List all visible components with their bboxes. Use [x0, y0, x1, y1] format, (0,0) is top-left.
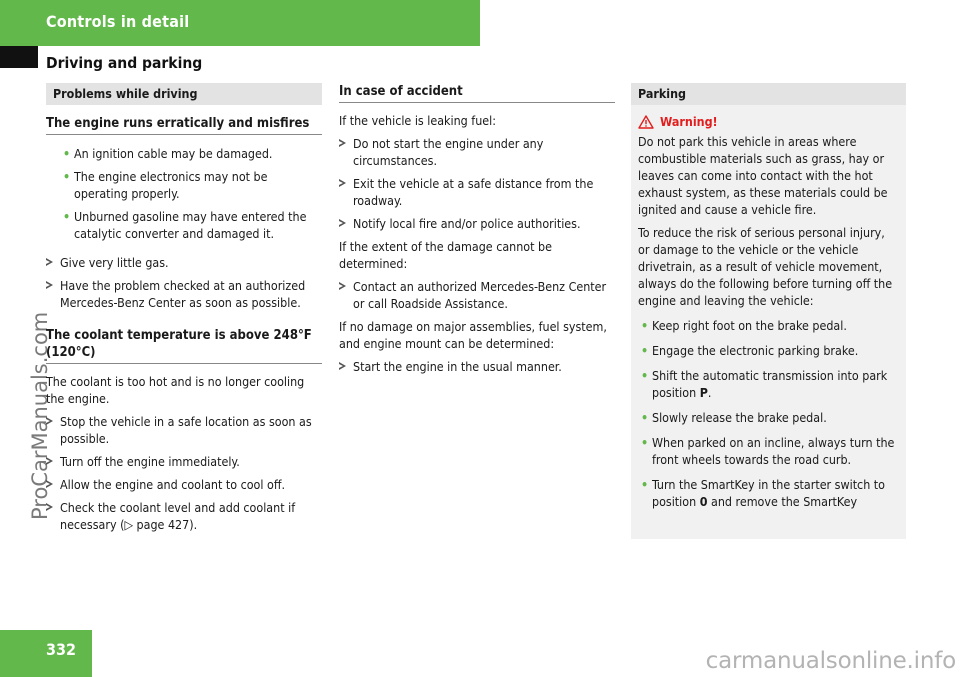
arrow-icon — [46, 480, 53, 488]
parking-warning-text: Do not park this vehicle in areas where combustible materials such as grass, hay or leaves can come into contact with the hot exhaust system, as these materials could be ignited and cause a vehicle fire. — [638, 134, 888, 217]
step-item: Stop the vehicle in a safe location as soon as possible. — [46, 413, 322, 447]
list-item: • Keep right foot on the brake pedal. — [641, 318, 847, 333]
list-item: • Slowly release the brake pedal. — [641, 410, 827, 425]
column-problems-while-driving — [46, 83, 322, 533]
step-item: Give very little gas. — [46, 254, 322, 271]
bullet-icon: • — [641, 318, 649, 333]
arrow-icon — [339, 282, 346, 290]
parking-heading: Parking — [631, 83, 906, 105]
bullet-icon: • — [641, 368, 649, 383]
step-item: Do not start the engine under any circumstances. — [339, 135, 615, 169]
section-tab-marker — [0, 46, 38, 68]
warning-title: Warning! — [638, 113, 899, 130]
step-item: Have the problem checked at an authorized Mercedes-Benz Center as soon as possible. — [46, 277, 322, 311]
step-item: Contact an authorized Mercedes-Benz Center or call Roadside Assistance. — [339, 278, 615, 312]
parking-procedure-intro: To reduce the risk of serious personal injury, or damage to the vehicle or the vehicle drivetrain, as a result of vehicle movement, always do the following before turning off the engine and leaving the vehicle: — [638, 225, 893, 308]
arrow-icon — [46, 281, 53, 289]
step-item: Check the coolant level and add coolant if necessary (▷ page 427). — [46, 499, 322, 533]
problems-heading: Problems while driving — [46, 83, 322, 105]
step-item: Allow the engine and coolant to cool off. — [46, 476, 322, 493]
arrow-icon — [46, 457, 53, 465]
list-item: • Unburned gasoline may have entered the catalytic converter and damaged it. — [63, 209, 307, 241]
arrow-icon — [46, 417, 53, 425]
footer-watermark: carmanualsonline.info — [705, 648, 956, 674]
column-parking — [631, 83, 906, 539]
coolant-section-title: The coolant temperature is above 248°F (120°C) — [46, 327, 322, 364]
bullet-icon: • — [63, 146, 71, 161]
list-item: • Engage the electronic parking brake. — [641, 343, 859, 358]
column-accident — [339, 83, 615, 375]
bullet-icon: • — [63, 169, 71, 184]
list-item: • When parked on an incline, always turn the front wheels towards the road curb. — [641, 435, 895, 467]
page-number-box — [0, 630, 92, 677]
list-item: • Shift the automatic transmission into park position P. — [641, 368, 888, 400]
accident-intro: If the vehicle is leaking fuel: — [339, 113, 497, 128]
list-item: • An ignition cable may be damaged. — [63, 146, 273, 161]
arrow-icon — [46, 503, 53, 511]
step-item: Turn off the engine immediately. — [46, 453, 322, 470]
section-title: Controls in detail — [46, 12, 190, 31]
parking-warning-box — [631, 105, 906, 539]
subsection-title: Driving and parking — [46, 54, 203, 72]
damage-undetermined-text: If the extent of the damage cannot be determined: — [339, 239, 552, 271]
page-number: 332 — [46, 640, 77, 659]
bullet-icon: • — [641, 343, 649, 358]
misfire-section-title: The engine runs erratically and misfires — [46, 115, 322, 135]
page-reference-link[interactable]: ▷ page 427 — [124, 517, 190, 532]
list-item: • Turn the SmartKey in the starter switch to position 0 and remove the SmartKey — [641, 477, 885, 509]
list-item: • The engine electronics may not be operating properly. — [63, 169, 268, 201]
arrow-icon — [339, 219, 346, 227]
accident-section-title: In case of accident — [339, 83, 615, 103]
warning-triangle-icon — [638, 115, 654, 129]
side-watermark: ProCarManuals.com — [28, 311, 52, 520]
arrow-icon — [46, 258, 53, 266]
step-item: Exit the vehicle at a safe distance from the roadway. — [339, 175, 615, 209]
arrow-icon — [339, 179, 346, 187]
bullet-icon: • — [641, 410, 649, 425]
step-item: Start the engine in the usual manner. — [339, 358, 615, 375]
step-item: Notify local fire and/or police authorities. — [339, 215, 615, 232]
arrow-icon — [339, 139, 346, 147]
section-header-band — [0, 0, 480, 46]
bullet-icon: • — [641, 477, 649, 492]
no-damage-text: If no damage on major assemblies, fuel system, and engine mount can be determined: — [339, 319, 607, 351]
bullet-icon: • — [641, 435, 649, 450]
coolant-text: The coolant is too hot and is no longer cooling the engine. — [46, 374, 305, 406]
arrow-icon — [339, 362, 346, 370]
bullet-icon: • — [63, 209, 71, 224]
